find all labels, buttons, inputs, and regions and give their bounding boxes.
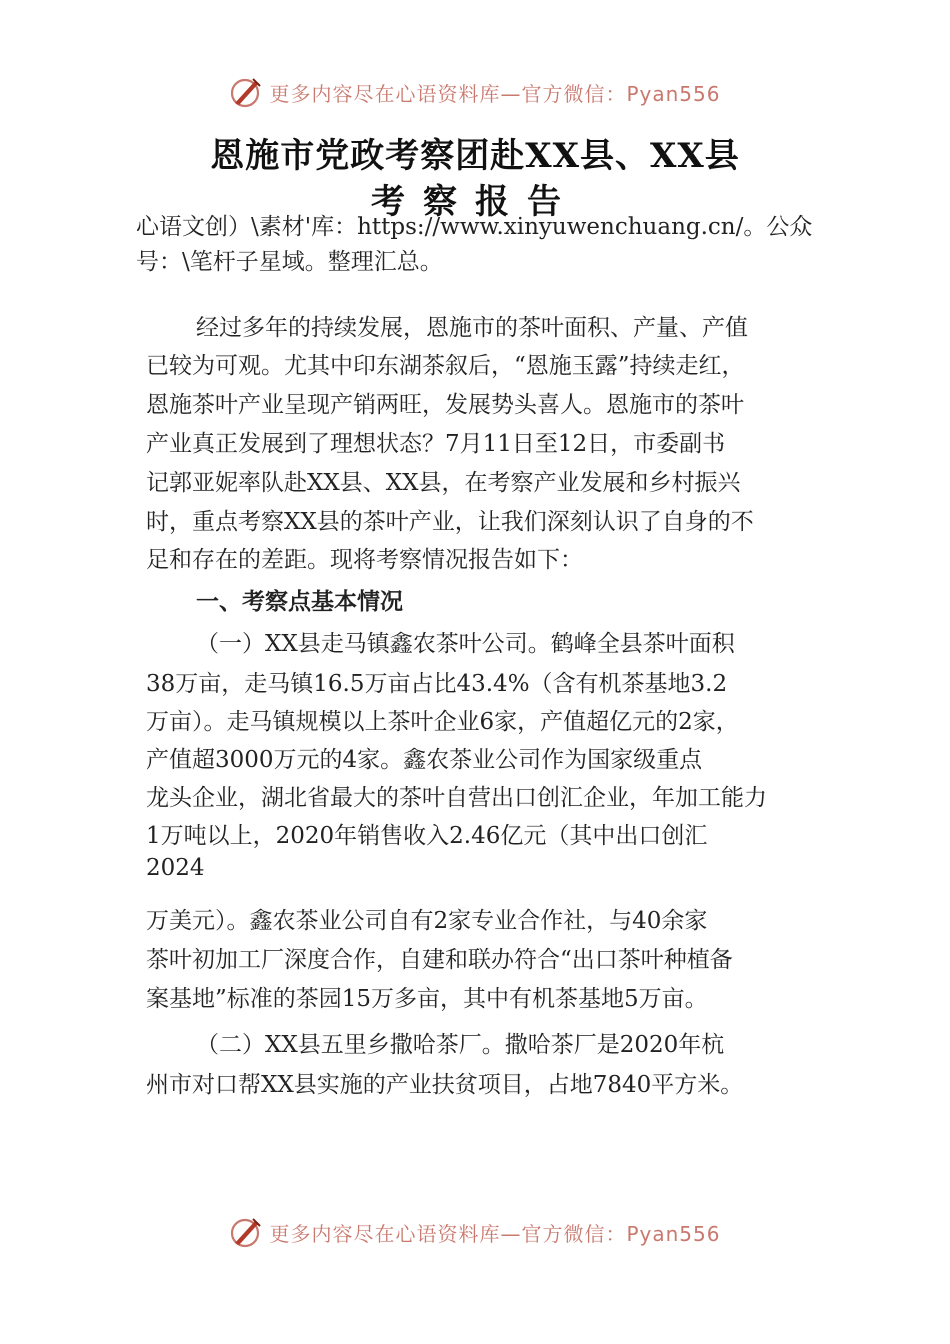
paragraph-line: 万美元）。鑫农茶业公司自有2家专业合作社，与40余家 xyxy=(146,908,708,934)
paragraph-line: 足和存在的差距。现将考察情况报告如下： xyxy=(146,547,583,573)
document-title-line2: 考察报告 xyxy=(371,182,579,222)
paragraph-line: 38万亩，走马镇16.5万亩占比43.4%（含有机茶基地3.2 xyxy=(146,671,728,697)
paragraph-line: 茶叶初加工厂深度合作，自建和联办符合“出口茶叶种植备 xyxy=(146,947,733,973)
paragraph-line: 产值超3000万元的4家。鑫农茶业公司作为国家级重点 xyxy=(146,747,703,773)
paragraph-line: 万亩）。走马镇规模以上茶叶企业6家，产值超亿元的2家， xyxy=(146,709,739,735)
paragraph-line: 记郭亚妮率队赴XX县、XX县，在考察产业发展和乡村振兴 xyxy=(146,470,741,496)
source-note-line: 号：\笔杆子星域。整理汇总。 xyxy=(136,249,443,275)
paragraph-line: 时，重点考察XX县的茶叶产业，让我们深刻认识了自身的不 xyxy=(146,509,754,535)
paragraph-line: 龙头企业，湖北省最大的茶叶自营出口创汇企业，年加工能力 xyxy=(146,785,767,811)
paragraph-line: 2024 xyxy=(146,855,205,881)
watermark-text: 更多内容尽在心语资料库—官方微信：Pyan556 xyxy=(269,1221,721,1246)
paragraph-line: 已较为可观。尤其中印东湖茶叙后，“恩施玉露”持续走红， xyxy=(146,353,745,379)
paragraph-line: 产业真正发展到了理想状态？7月11日至12日，市委副书 xyxy=(146,431,726,457)
source-note-line: 心语文创）\素材'库：https://www.xinyuwenchuang.cn/。公众 xyxy=(136,214,813,240)
quill-pen-logo-icon xyxy=(229,1215,263,1249)
paragraph-line: 恩施茶叶产业呈现产销两旺，发展势头喜人。恩施市的茶叶 xyxy=(146,392,744,418)
paragraph-line: （二）XX县五里乡撒哈茶厂。撒哈茶厂是2020年杭 xyxy=(196,1032,725,1058)
paragraph-line: 案基地”标准的茶园15万多亩，其中有机茶基地5万亩。 xyxy=(146,986,708,1012)
quill-pen-logo-icon xyxy=(229,75,263,109)
paragraph-line: （一）XX县走马镇鑫农茶叶公司。鹤峰全县茶叶面积 xyxy=(196,631,735,657)
paragraph-line: 经过多年的持续发展，恩施市的茶叶面积、产量、产值 xyxy=(196,315,748,341)
section-heading: 一、考察点基本情况 xyxy=(196,589,403,615)
paragraph-line: 1万吨以上，2020年销售收入2.46亿元（其中出口创汇 xyxy=(146,823,708,849)
paragraph-line: 州市对口帮XX县实施的产业扶贫项目，占地7840平方米。 xyxy=(146,1072,744,1098)
watermark-banner-top xyxy=(0,72,950,112)
watermark-text: 更多内容尽在心语资料库—官方微信：Pyan556 xyxy=(269,81,721,106)
watermark-banner-bottom xyxy=(0,1212,950,1252)
document-title-line1: 恩施市党政考察团赴XX县、XX县 xyxy=(210,136,740,176)
